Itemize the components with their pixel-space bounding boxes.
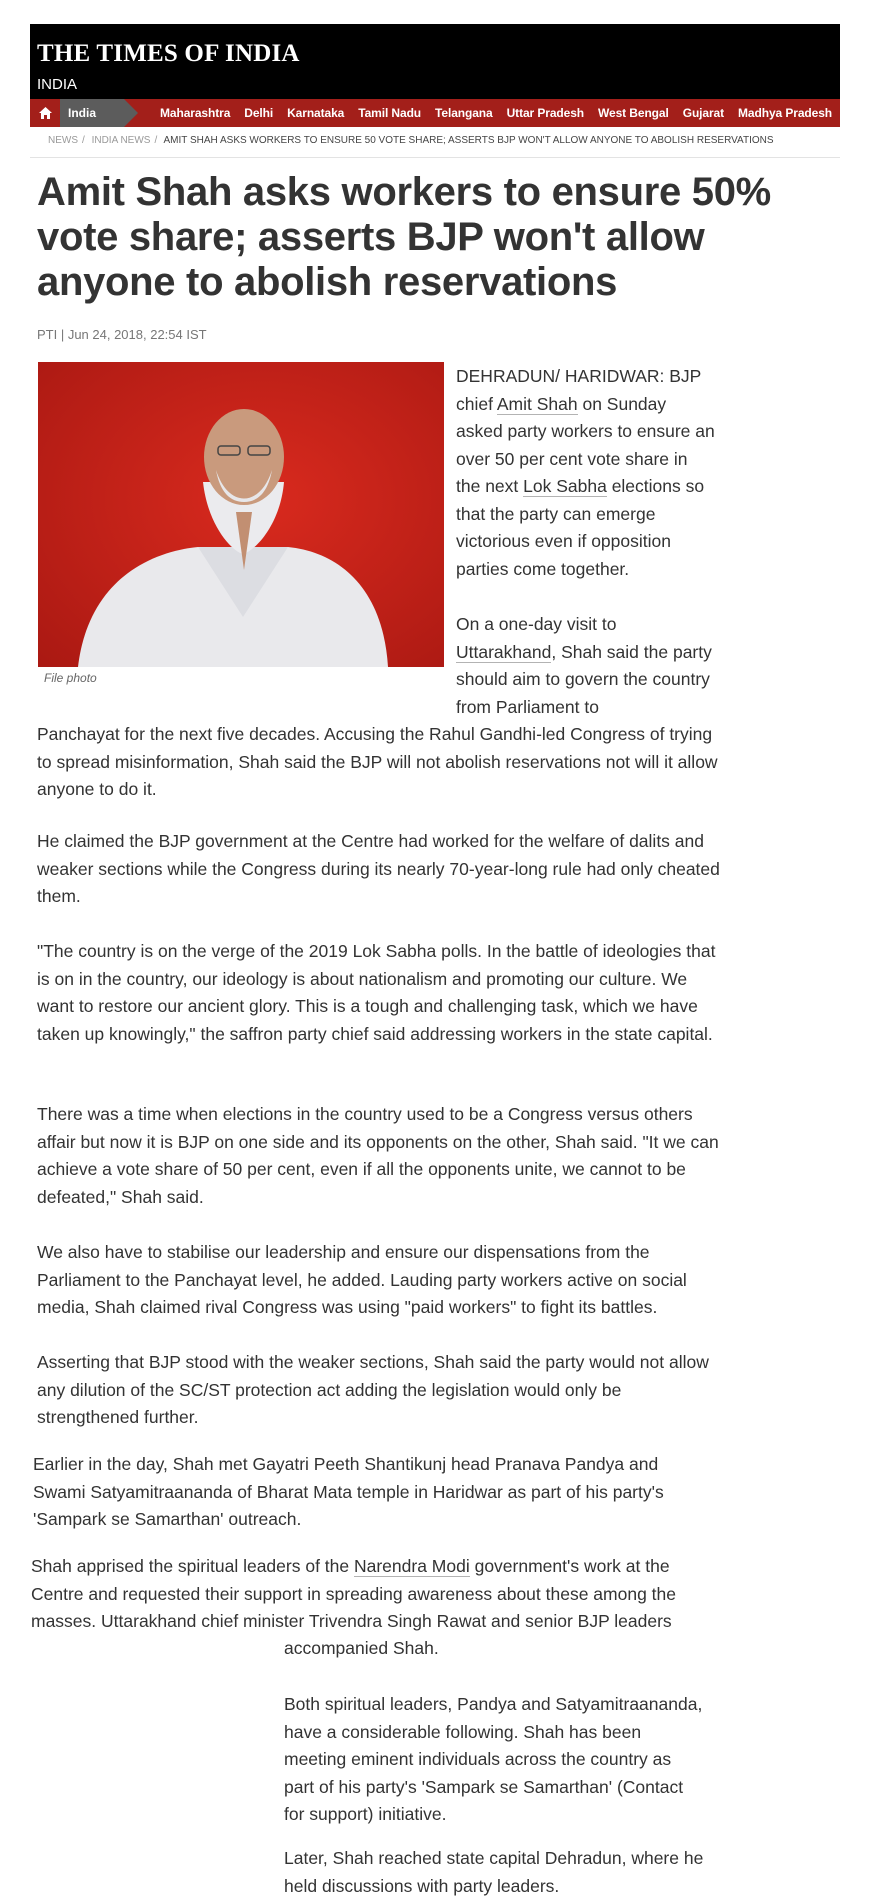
nav-item-karnataka[interactable]: Karnataka — [287, 106, 345, 120]
article-paragraph: Earlier in the day, Shah met Gayatri Peeth Shantikunj head Pranava Pandya and Swami Satyamitraananda of Bharat Mata temple in Haridwar as part of his party's 'Sampark se Samarthan' outreach. — [33, 1454, 664, 1529]
edition-label[interactable]: INDIA — [37, 76, 78, 93]
link-amit-shah[interactable]: Amit Shah — [496, 393, 578, 414]
article-paragraph: "The country is on the verge of the 2019 Lok Sabha polls. In the battle of ideologies that is on in the country, our ideology is about nationalism and promoting our culture. We want to restore our ancient glory. This is a tough and challenging task, which we have taken up knowingly," the saffron party chief said addressing workers in the state capital. — [37, 941, 716, 1044]
photo-caption: File photo — [44, 671, 97, 685]
nav-item-west-bengal[interactable]: West Bengal — [598, 106, 669, 120]
article-paragraph: Both spiritual leaders, Pandya and Satyamitraananda, have a considerable following. Shah has been meeting eminent individuals across the country as part of his party's 'Sampark se Samarthan' (Contact for support) initiative. — [284, 1694, 703, 1824]
divider — [30, 157, 840, 158]
nav-active-arrow — [124, 99, 138, 127]
article-paragraph: accompanied Shah. — [284, 1638, 439, 1658]
article-paragraph: Shah apprised the spiritual leaders of the Narendra Modi government's work at the Centre and requested their support in spreading awareness about these among the masses. Uttarakhand chief minister Trivendra Singh Rawat and senior BJP leaders — [31, 1556, 677, 1631]
nav-list — [160, 99, 890, 127]
nav-item-uttar-pradesh[interactable]: Uttar Pradesh — [506, 106, 585, 120]
article-photo — [38, 362, 444, 667]
breadcrumb-separator: / — [82, 135, 85, 146]
article-paragraph: DEHRADUN/ HARIDWAR: BJP chief Amit Shah on Sunday asked party workers to ensure an over 50 per cent vote share in the next Lok Sabha elections so that the party can emerge victorious even if opposition parties come together. — [456, 366, 715, 579]
masthead — [30, 24, 840, 99]
nav-item-madhya-pradesh[interactable]: Madhya Pradesh — [738, 106, 832, 120]
article-paragraph: There was a time when elections in the country used to be a Congress versus others affair but now it is BJP on one side and its opponents on the other, Shah said. "It we can achieve a vote share of 50 per cent, even if all the opponents unite, we cannot to be defeated," Shah said. — [37, 1104, 719, 1207]
article-paragraph: He claimed the BJP government at the Centre had worked for the welfare of dalits and weaker sections while the Congress during its nearly 70-year-long rule had only cheated them. — [37, 831, 720, 906]
breadcrumb-news[interactable]: NEWS — [48, 135, 78, 146]
article-byline: PTI | Jun 24, 2018, 22:54 IST — [37, 327, 207, 342]
nav-item-tamil-nadu[interactable]: Tamil Nadu — [358, 106, 422, 120]
nav-item-india[interactable]: India — [60, 99, 124, 127]
nav-item-telangana[interactable]: Telangana — [435, 106, 493, 120]
breadcrumb-separator: / — [154, 135, 158, 146]
link-uttarakhand[interactable]: Uttarakhand — [456, 641, 552, 662]
article-paragraph: On a one-day visit to Uttarakhand, Shah said the party should aim to govern the country from Parliament to — [456, 614, 712, 717]
link-narendra-modi[interactable]: Narendra Modi — [353, 1556, 470, 1576]
article-headline: Amit Shah asks workers to ensure 50% vote share; asserts BJP won't allow anyone to abolish reservations — [37, 170, 771, 304]
nav-item-maharashtra[interactable]: Maharashtra — [160, 106, 231, 120]
section-nav — [30, 99, 877, 127]
nav-item-bihar[interactable]: Bihar — [846, 106, 877, 120]
article-paragraph: Asserting that BJP stood with the weaker sections, Shah said the party would not allow any dilution of the SC/ST protection act adding the legislation would only be strengthened further. — [37, 1352, 709, 1427]
site-logo[interactable]: THE TIMES OF INDIA — [37, 40, 300, 67]
article-paragraph: Panchayat for the next five decades. Accusing the Rahul Gandhi-led Congress of trying to spread misinformation, Shah said the BJP will not abolish reservations not will it allow anyone to do it. — [37, 724, 718, 799]
home-button[interactable] — [30, 99, 60, 127]
link-lok-sabha[interactable]: Lok Sabha — [523, 476, 607, 496]
breadcrumb-india-news[interactable]: INDIA NEWS — [91, 135, 151, 146]
article-paragraph: Later, Shah reached state capital Dehradun, where he held discussions with party leaders. — [284, 1848, 704, 1896]
article-paragraph: We also have to stabilise our leadership and ensure our dispensations from the Parliament to the Panchayat level, he added. Lauding party workers active on social media, Shah claimed rival Congress was using "paid workers" to fight its battles. — [37, 1242, 687, 1317]
home-icon — [39, 107, 52, 119]
nav-item-delhi[interactable]: Delhi — [244, 106, 274, 120]
breadcrumb-current: AMIT SHAH ASKS WORKERS TO ENSURE 50 VOTE SHARE; ASSERTS BJP WON'T ALLOW ANYONE TO ABOLISH RESERVATIONS — [163, 135, 774, 146]
nav-item-gujarat[interactable]: Gujarat — [682, 106, 725, 120]
breadcrumb — [48, 135, 774, 146]
